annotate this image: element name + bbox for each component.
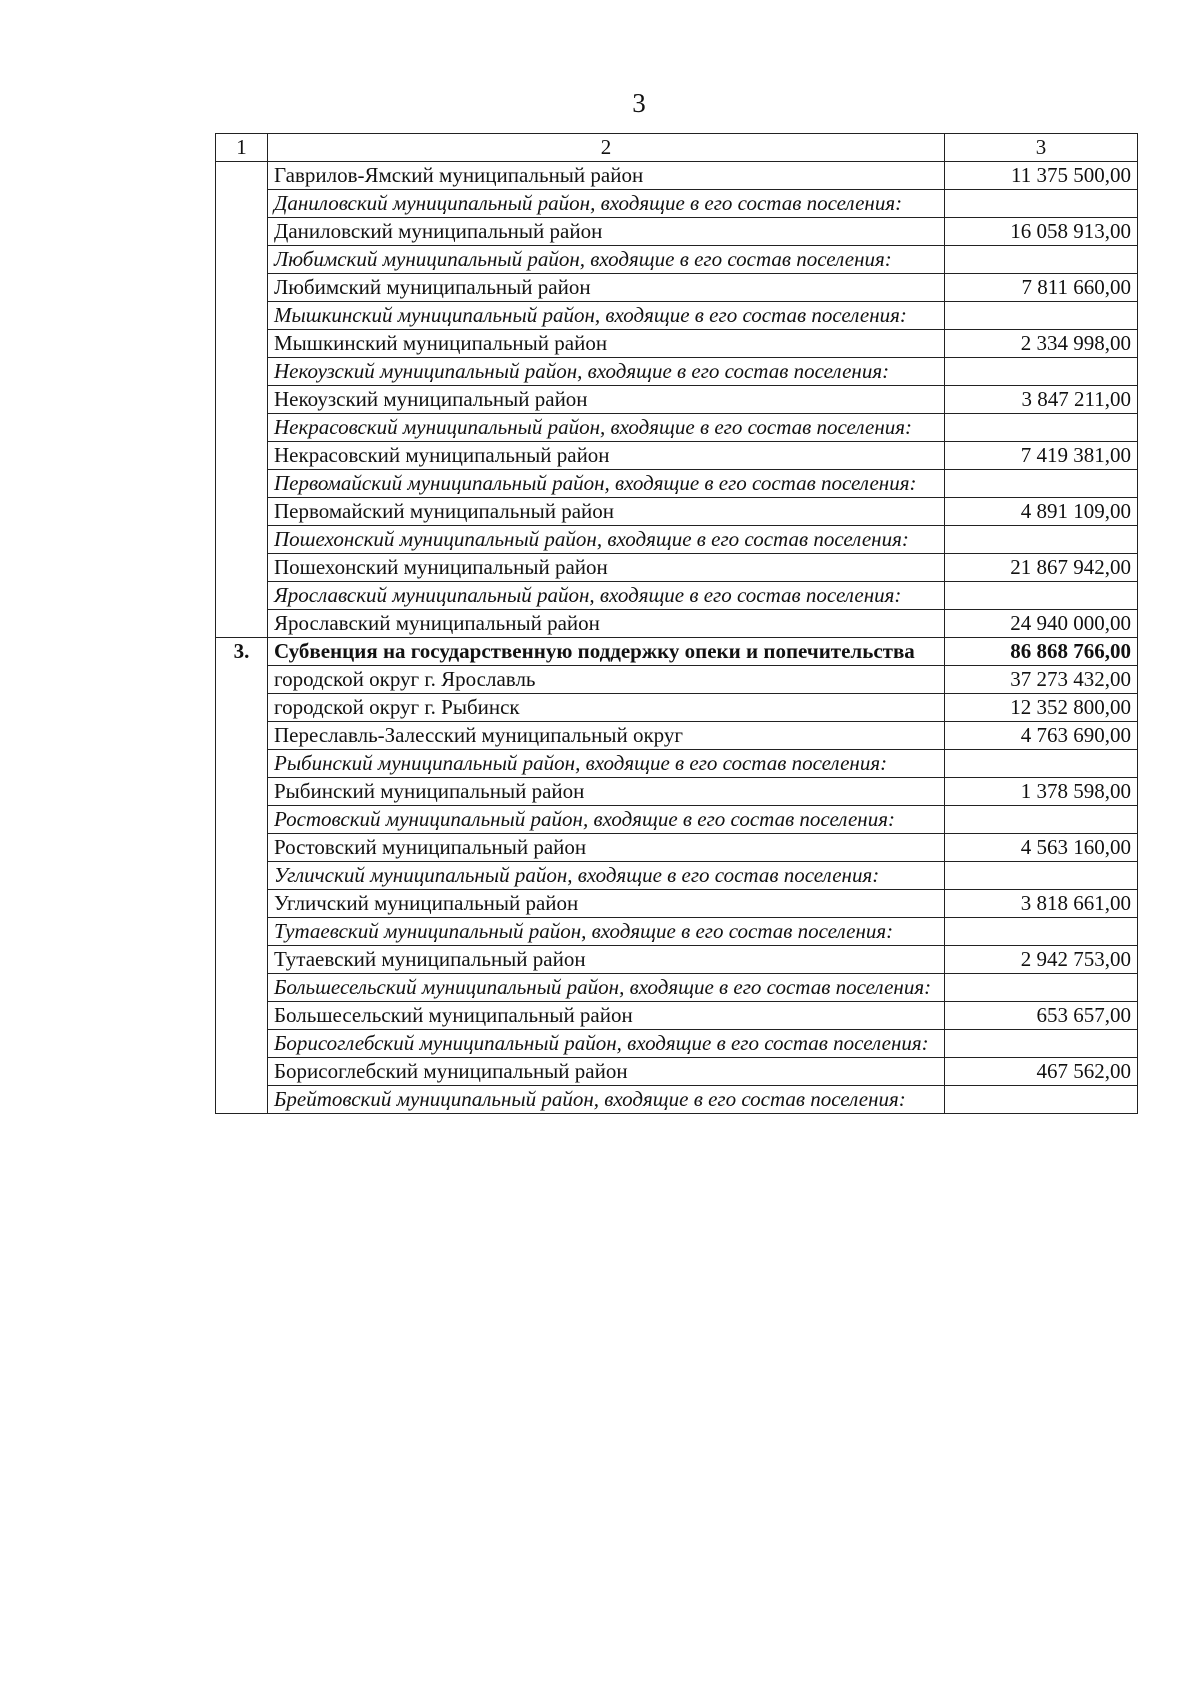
page-number: 3: [632, 88, 646, 118]
row-name: Мышкинский муниципальный район: [268, 330, 945, 358]
row-name: Некоузский муниципальный район: [268, 386, 945, 414]
table-row: [216, 190, 1138, 218]
row-amount: 16 058 913,00: [945, 218, 1138, 246]
table-row: [216, 162, 1138, 190]
row-number: [216, 1086, 268, 1114]
table-row: [216, 610, 1138, 638]
subvention-table: [215, 133, 1138, 1114]
table-row: [216, 638, 1138, 666]
row-name: Борисоглебский муниципальный район: [268, 1058, 945, 1086]
row-amount: 7 419 381,00: [945, 442, 1138, 470]
row-number: [216, 862, 268, 890]
row-amount: 4 563 160,00: [945, 834, 1138, 862]
row-amount: [945, 246, 1138, 274]
table-row: [216, 1058, 1138, 1086]
table-row: [216, 806, 1138, 834]
row-amount: 3 818 661,00: [945, 890, 1138, 918]
row-name: Переславль-Залесский муниципальный округ: [268, 722, 945, 750]
table-row: [216, 1086, 1138, 1114]
row-number: [216, 246, 268, 274]
row-name: Гаврилов-Ямский муниципальный район: [268, 162, 945, 190]
row-amount: 7 811 660,00: [945, 274, 1138, 302]
table-row: [216, 834, 1138, 862]
row-subheading: Мышкинский муниципальный район, входящие в его состав поселения:: [268, 302, 945, 330]
row-number: [216, 722, 268, 750]
table-row: [216, 414, 1138, 442]
row-amount: [945, 526, 1138, 554]
row-amount: 11 375 500,00: [945, 162, 1138, 190]
row-name: Любимский муниципальный район: [268, 274, 945, 302]
row-subheading: Ростовский муниципальный район, входящие в его состав поселения:: [268, 806, 945, 834]
row-number: [216, 694, 268, 722]
table-row: [216, 1030, 1138, 1058]
row-number: [216, 554, 268, 582]
table-row: [216, 666, 1138, 694]
row-name: Пошехонский муниципальный район: [268, 554, 945, 582]
row-amount: 653 657,00: [945, 1002, 1138, 1030]
header-col-2: 2: [268, 134, 945, 162]
row-section-title: Субвенция на государственную поддержку опеки и попечительства: [268, 638, 945, 666]
row-amount: [945, 750, 1138, 778]
row-subheading: Рыбинский муниципальный район, входящие в его состав поселения:: [268, 750, 945, 778]
row-name: Тутаевский муниципальный район: [268, 946, 945, 974]
table-row: [216, 778, 1138, 806]
row-number: [216, 526, 268, 554]
row-amount: [945, 806, 1138, 834]
table-row: [216, 890, 1138, 918]
table-row: [216, 358, 1138, 386]
row-amount: 467 562,00: [945, 1058, 1138, 1086]
row-amount: 2 942 753,00: [945, 946, 1138, 974]
row-amount: [945, 302, 1138, 330]
row-amount: 4 891 109,00: [945, 498, 1138, 526]
row-amount: [945, 918, 1138, 946]
row-amount: 12 352 800,00: [945, 694, 1138, 722]
table-row: [216, 694, 1138, 722]
row-amount: [945, 974, 1138, 1002]
row-subheading: Борисоглебский муниципальный район, входящие в его состав поселения:: [268, 1030, 945, 1058]
row-subheading: Угличский муниципальный район, входящие в его состав поселения:: [268, 862, 945, 890]
row-number: [216, 358, 268, 386]
row-number: 3.: [216, 638, 268, 666]
row-subheading: Даниловский муниципальный район, входящие в его состав поселения:: [268, 190, 945, 218]
row-number: [216, 778, 268, 806]
row-name: Рыбинский муниципальный район: [268, 778, 945, 806]
row-amount: 2 334 998,00: [945, 330, 1138, 358]
table-row: [216, 974, 1138, 1002]
row-amount: 37 273 432,00: [945, 666, 1138, 694]
table-row: [216, 302, 1138, 330]
row-subheading: Некрасовский муниципальный район, входящие в его состав поселения:: [268, 414, 945, 442]
table-row: [216, 582, 1138, 610]
row-number: [216, 806, 268, 834]
row-amount: [945, 470, 1138, 498]
row-amount: 1 378 598,00: [945, 778, 1138, 806]
table-row: [216, 1002, 1138, 1030]
header-col-3: 3: [945, 134, 1138, 162]
row-amount: [945, 582, 1138, 610]
row-number: [216, 498, 268, 526]
table-row: [216, 498, 1138, 526]
row-number: [216, 218, 268, 246]
table-row: [216, 246, 1138, 274]
row-amount: [945, 862, 1138, 890]
row-number: [216, 162, 268, 190]
row-amount: 24 940 000,00: [945, 610, 1138, 638]
row-number: [216, 470, 268, 498]
row-number: [216, 890, 268, 918]
row-amount: 21 867 942,00: [945, 554, 1138, 582]
row-amount: 86 868 766,00: [945, 638, 1138, 666]
row-name: Угличский муниципальный район: [268, 890, 945, 918]
row-subheading: Большесельский муниципальный район, входящие в его состав поселения:: [268, 974, 945, 1002]
table-row: [216, 554, 1138, 582]
row-amount: 4 763 690,00: [945, 722, 1138, 750]
table-row: [216, 722, 1138, 750]
row-amount: [945, 190, 1138, 218]
row-number: [216, 302, 268, 330]
row-number: [216, 1058, 268, 1086]
table-row: [216, 386, 1138, 414]
row-number: [216, 974, 268, 1002]
row-amount: [945, 1086, 1138, 1114]
table-row: [216, 218, 1138, 246]
row-number: [216, 386, 268, 414]
table-row: [216, 946, 1138, 974]
row-number: [216, 1030, 268, 1058]
row-name: Большесельский муниципальный район: [268, 1002, 945, 1030]
table-row: [216, 918, 1138, 946]
table-row: [216, 862, 1138, 890]
row-number: [216, 274, 268, 302]
row-name: Даниловский муниципальный район: [268, 218, 945, 246]
row-number: [216, 442, 268, 470]
row-subheading: Пошехонский муниципальный район, входящие в его состав поселения:: [268, 526, 945, 554]
row-number: [216, 918, 268, 946]
row-number: [216, 190, 268, 218]
table-row: [216, 442, 1138, 470]
row-subheading: Тутаевский муниципальный район, входящие в его состав поселения:: [268, 918, 945, 946]
row-subheading: Брейтовский муниципальный район, входящие в его состав поселения:: [268, 1086, 945, 1114]
row-number: [216, 414, 268, 442]
table-row: [216, 274, 1138, 302]
row-name: городской округ г. Ярославль: [268, 666, 945, 694]
row-subheading: Первомайский муниципальный район, входящие в его состав поселения:: [268, 470, 945, 498]
row-number: [216, 946, 268, 974]
row-subheading: Любимский муниципальный район, входящие в его состав поселения:: [268, 246, 945, 274]
table-row: [216, 470, 1138, 498]
row-number: [216, 330, 268, 358]
header-col-1: 1: [216, 134, 268, 162]
row-amount: 3 847 211,00: [945, 386, 1138, 414]
row-amount: [945, 358, 1138, 386]
row-number: [216, 750, 268, 778]
table-row: [216, 330, 1138, 358]
row-name: городской округ г. Рыбинск: [268, 694, 945, 722]
table-row: [216, 750, 1138, 778]
row-subheading: Ярославский муниципальный район, входящие в его состав поселения:: [268, 582, 945, 610]
row-number: [216, 834, 268, 862]
row-name: Первомайский муниципальный район: [268, 498, 945, 526]
row-subheading: Некоузский муниципальный район, входящие в его состав поселения:: [268, 358, 945, 386]
row-amount: [945, 414, 1138, 442]
table-row: [216, 526, 1138, 554]
row-number: [216, 582, 268, 610]
table-header-row: [216, 134, 1138, 162]
row-name: Ростовский муниципальный район: [268, 834, 945, 862]
row-amount: [945, 1030, 1138, 1058]
row-number: [216, 1002, 268, 1030]
row-name: Некрасовский муниципальный район: [268, 442, 945, 470]
row-number: [216, 666, 268, 694]
row-name: Ярославский муниципальный район: [268, 610, 945, 638]
row-number: [216, 610, 268, 638]
